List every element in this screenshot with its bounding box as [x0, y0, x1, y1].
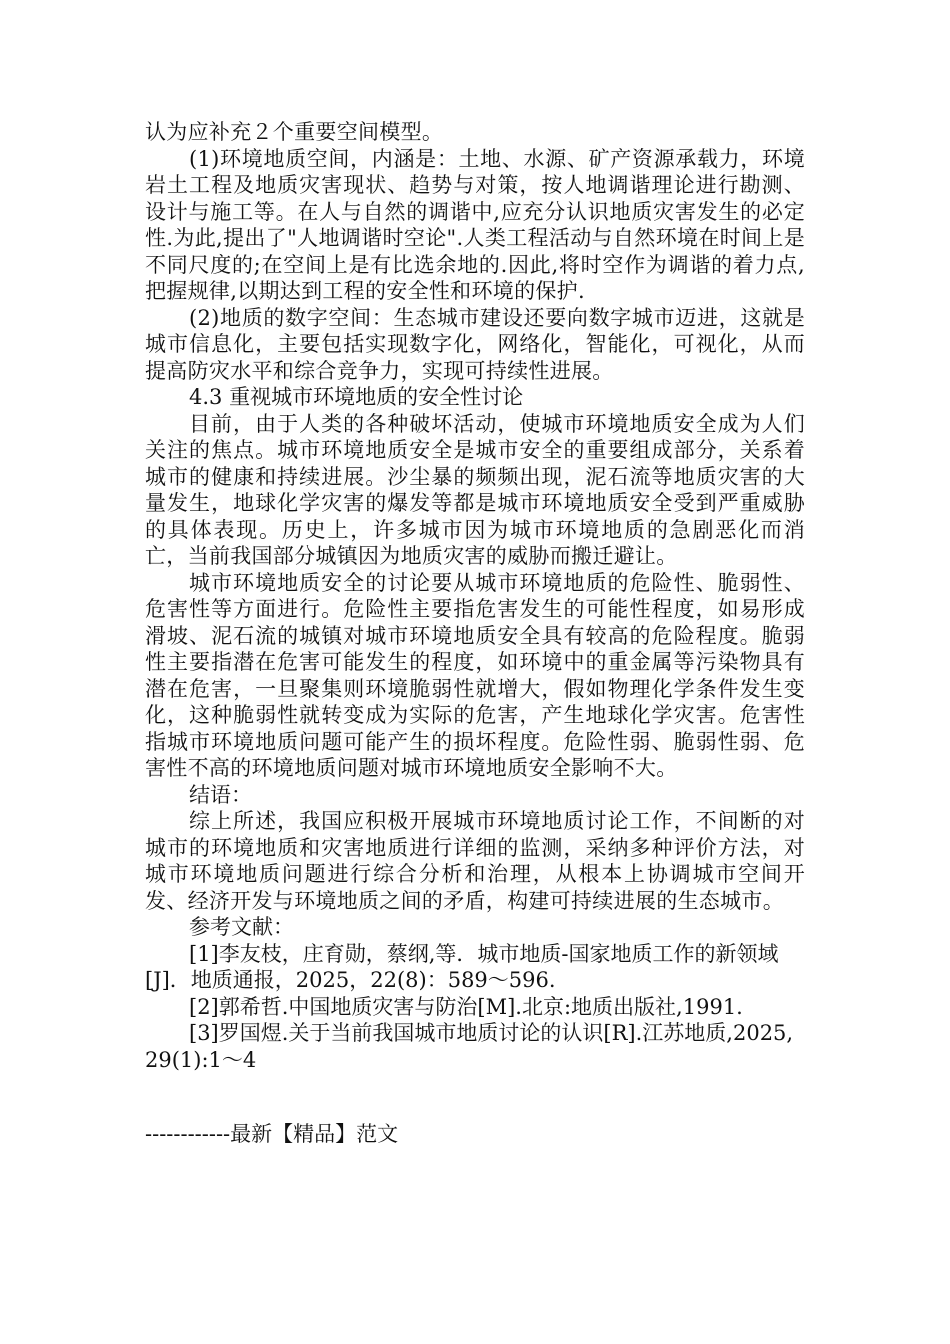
paragraph-safety-aspects: 城市环境地质安全的讨论要从城市环境地质的危险性、脆弱性、危害性等方面进行。危险性主要指危害发生的可能性程度，如易形成滑坡、泥石流的城镇对城市环境地质安全具有较高的危险程度。脆弱性主要指潜在危害可能发生的程度，如环境中的重金属等污染物具有潜在危害，一旦聚集则环境脆弱性就增大，假如物理化学条件发生变化，这种脆弱性就转变成为实际的危害，产生地球化学灾害。危害性指城市环境地质问题可能产生的损坏程度。危险性弱、脆弱性弱、危害性不高的环境地质问题对城市环境地质安全影响不大。 — [145, 570, 805, 780]
paragraph-digital-space: (2)地质的数字空间：生态城市建设还要向数字城市迈进，这就是城市信息化，主要包括实现数字化，网络化，智能化，可视化，从而提高防灾水平和综合竞争力，实现可持续性进展。 — [145, 305, 805, 383]
paragraph-safety-current: 目前，由于人类的各种破坏活动，使城市环境地质安全成为人们关注的焦点。城市环境地质安全是城市安全的重要组成部分，关系着城市的健康和持续进展。沙尘暴的频频出现，泥石流等地质灾害的大量发生，地球化学灾害的爆发等都是城市环境地质安全受到严重威胁的具体表现。历史上，许多城市因为城市环境地质的急剧恶化而消亡，当前我国部分城镇因为地质灾害的威胁而搬迁避让。 — [145, 411, 805, 568]
document-body — [145, 119, 805, 1073]
reference-item: [3]罗国煜.关于当前我国城市地质讨论的认识[R].江苏地质,2025,29(1):1～4 — [145, 1021, 794, 1072]
section-heading: 4.3 重视城市环境地质的安全性讨论 — [189, 385, 524, 409]
intro-line: 认为应补充２个重要空间模型。 — [145, 120, 444, 144]
references-heading: 参考文献： — [189, 915, 294, 939]
conclusion-paragraph: 综上所述，我国应积极开展城市环境地质讨论工作，不间断的对城市的环境地质和灾害地质进行详细的监测，采纳多种评价方法，对城市环境地质问题进行综合分析和治理，从根本上协调城市空间开发、经济开发与环境地质之间的矛盾，构建可持续进展的生态城市。 — [145, 809, 805, 913]
reference-item: [2]郭希哲.中国地质灾害与防治[M].北京:地质出版社,1991. — [189, 994, 743, 1019]
conclusion-heading: 结语： — [189, 782, 252, 807]
footer-banner: ------------最新【精品】范文 — [145, 1122, 399, 1146]
paragraph-environment-geology-space: (1)环境地质空间，内涵是：土地、水源、矿产资源承载力，环境岩土工程及地质灾害现状、趋势与对策，按人地调谐理论进行勘测、设计与施工等。在人与自然的调谐中,应充分认识地质灾害发生的必定性.为此,提出了"人地调谐时空论".人类工程活动与自然环境在时间上是不同尺度的;在空间上是有比选余地的.因此,将时空作为调谐的着力点,把握规律,以期达到工程的安全性和环境的保护. — [145, 146, 805, 303]
reference-item: [1]李友枝，庄育勋，蔡纲,等．城市地质-国家地质工作的新领域[J]．地质通报，2025，22(8)：589～596. — [145, 941, 779, 992]
